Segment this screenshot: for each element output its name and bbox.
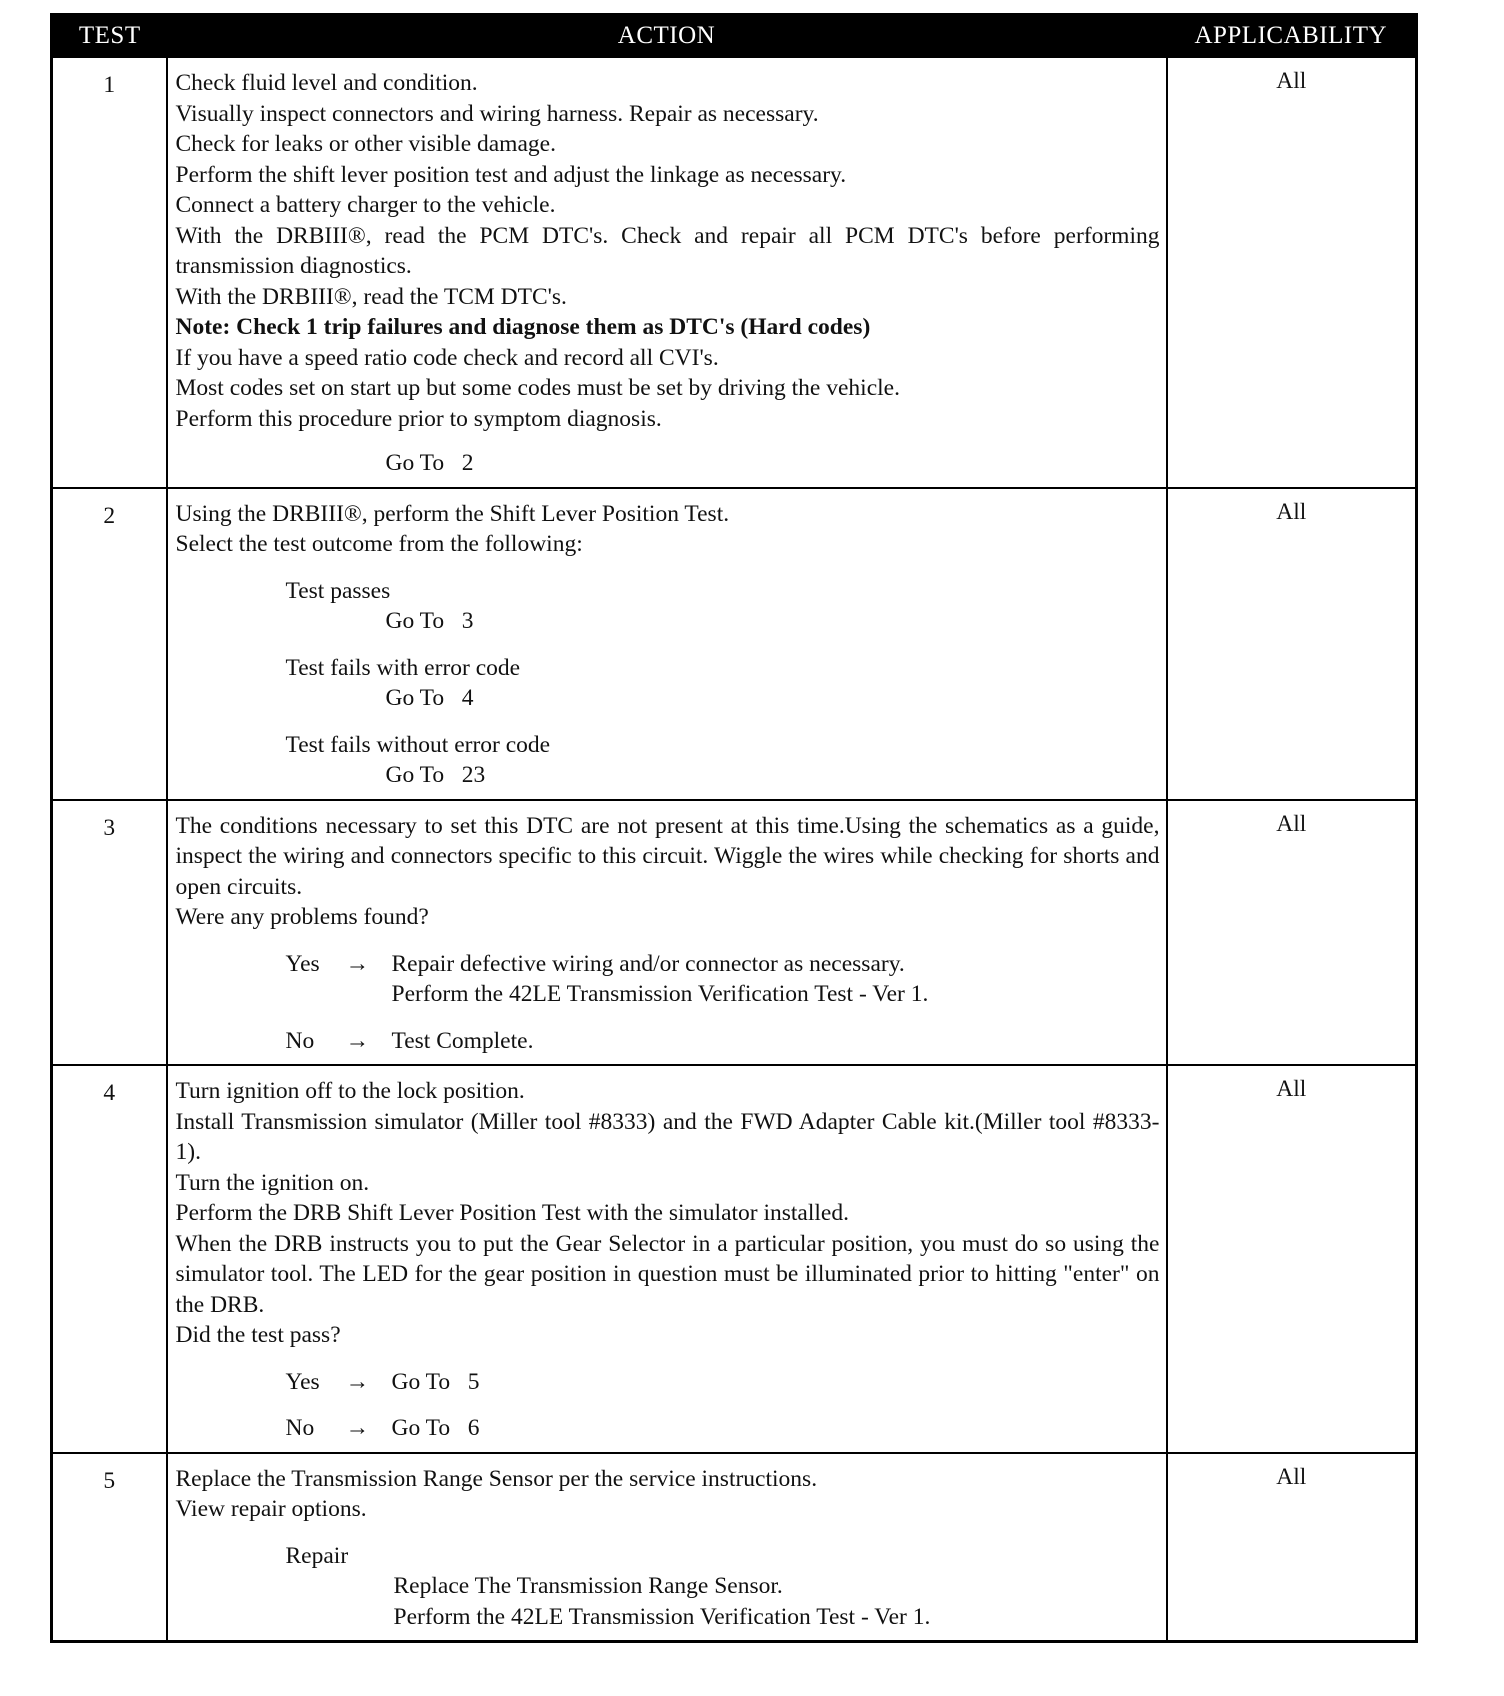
action-line: Using the DRBIII®, perform the Shift Lever Position Test. (175, 500, 730, 527)
goto-label: Go To (385, 685, 445, 711)
goto-label: Go To (385, 608, 445, 634)
header-action: ACTION (167, 15, 1167, 58)
action-line: Connect a battery charger to the vehicle. (175, 192, 556, 218)
table-row (52, 1453, 1417, 1642)
answer-line: Perform the 42LE Transmission Verification Test - Ver 1. (391, 981, 929, 1007)
action-cell (167, 1453, 1167, 1642)
goto-target: 4 (461, 685, 474, 711)
goto-instruction (176, 683, 1160, 714)
goto-instruction (176, 760, 1160, 791)
header-test: TEST (52, 15, 167, 58)
repair-line: Replace The Transmission Range Sensor. (393, 1573, 783, 1599)
goto-target: 2 (461, 450, 474, 476)
goto-label: Go To (385, 450, 445, 476)
goto-target: 23 (461, 762, 486, 788)
test-number: 5 (52, 1453, 167, 1642)
action-line: Most codes set on start up but some codes must be set by driving the vehicle. (175, 375, 900, 401)
repair-label: Repair (285, 1542, 349, 1569)
action-line: Turn ignition off to the lock position. (175, 1078, 525, 1104)
option-label: Test passes (285, 577, 391, 604)
answer-line: Test Complete. (391, 1027, 534, 1054)
arrow-icon: → (345, 1415, 369, 1441)
table-row (52, 488, 1417, 800)
action-line: Perform the shift lever position test and adjust the linkage as necessary. (175, 161, 847, 188)
table-row (52, 800, 1417, 1066)
applicability-cell: All (1167, 800, 1417, 1066)
action-cell (167, 488, 1167, 800)
goto-instruction (176, 448, 1160, 479)
goto-target: 5 (467, 1368, 480, 1395)
action-line: View repair options. (175, 1496, 367, 1522)
diagnostic-table (50, 13, 1418, 1643)
action-line: Perform this procedure prior to symptom diagnosis. (175, 405, 662, 432)
action-line: With the DRBIII®, read the PCM DTC's. Check and repair all PCM DTC's before performing transmission diagnostics. (175, 222, 1160, 279)
outcome-option (176, 730, 1160, 791)
arrow-icon: → (345, 950, 369, 977)
outcome-option (176, 653, 1160, 714)
applicability-cell: All (1167, 488, 1417, 800)
answer-yes (176, 949, 1160, 1010)
goto-label: Go To (391, 1415, 451, 1441)
answer-line: Repair defective wiring and/or connector as necessary. (391, 950, 905, 977)
header-applicability: APPLICABILITY (1167, 15, 1417, 58)
test-number: 1 (52, 57, 167, 488)
goto-target: 3 (461, 608, 474, 634)
answer-label: Yes (285, 950, 320, 977)
repair-line: Perform the 42LE Transmission Verification Test - Ver 1. (393, 1603, 931, 1630)
answer-label: No (285, 1415, 315, 1441)
applicability-cell: All (1167, 1453, 1417, 1642)
action-cell (167, 57, 1167, 488)
answer-label: No (285, 1027, 315, 1054)
answer-no (176, 1413, 1160, 1444)
arrow-icon: → (345, 1368, 369, 1395)
goto-label: Go To (391, 1368, 451, 1395)
goto-instruction (392, 1367, 1160, 1398)
arrow-icon: → (345, 1027, 369, 1054)
answer-label: Yes (285, 1368, 320, 1395)
applicability-cell: All (1167, 1065, 1417, 1453)
question-line: Were any problems found? (175, 904, 429, 930)
action-paragraph: When the DRB instructs you to put the Gear Selector in a particular position, you must do so using the simulator tool. The LED for the gear position in question must be illuminated prior to hitting "enter" on the DRB. (175, 1230, 1160, 1318)
table-row (52, 1065, 1417, 1453)
action-line: Select the test outcome from the following: (175, 531, 583, 557)
answer-yes (176, 1367, 1160, 1398)
goto-target: 6 (467, 1415, 480, 1441)
action-line: If you have a speed ratio code check and record all CVI's. (175, 344, 719, 371)
applicability-cell: All (1167, 57, 1417, 488)
table-row (52, 57, 1417, 488)
test-number: 2 (52, 488, 167, 800)
test-number: 3 (52, 800, 167, 1066)
action-line: Replace the Transmission Range Sensor per the service instructions. (175, 1465, 818, 1492)
goto-instruction (392, 1413, 1160, 1444)
action-line: Check fluid level and condition. (175, 70, 478, 96)
table-header-row (52, 15, 1417, 58)
action-paragraph: Install Transmission simulator (Miller tool #8333) and the FWD Adapter Cable kit.(Miller tool #8333-1). (175, 1108, 1160, 1165)
action-paragraph: The conditions necessary to set this DTC are not present at this time.Using the schematics as a guide, inspect the wiring and connectors specific to this circuit. Wiggle the wires while checking for shorts and open circuits. (175, 812, 1160, 900)
option-label: Test fails without error code (285, 731, 551, 758)
action-line: Perform the DRB Shift Lever Position Test with the simulator installed. (175, 1200, 849, 1226)
question-line: Did the test pass? (175, 1322, 341, 1348)
option-label: Test fails with error code (285, 654, 521, 681)
goto-label: Go To (385, 762, 445, 788)
answer-no (176, 1026, 1160, 1057)
action-cell (167, 1065, 1167, 1453)
goto-instruction (176, 606, 1160, 637)
action-line: Visually inspect connectors and wiring harness. Repair as necessary. (175, 100, 819, 127)
action-line: With the DRBIII®, read the TCM DTC's. (175, 283, 567, 310)
action-cell (167, 800, 1167, 1066)
action-line: Check for leaks or other visible damage. (175, 131, 556, 157)
note-line: Note: Check 1 trip failures and diagnose them as DTC's (Hard codes) (175, 314, 871, 340)
action-line: Turn the ignition on. (175, 1169, 370, 1196)
outcome-option (176, 576, 1160, 637)
test-number: 4 (52, 1065, 167, 1453)
